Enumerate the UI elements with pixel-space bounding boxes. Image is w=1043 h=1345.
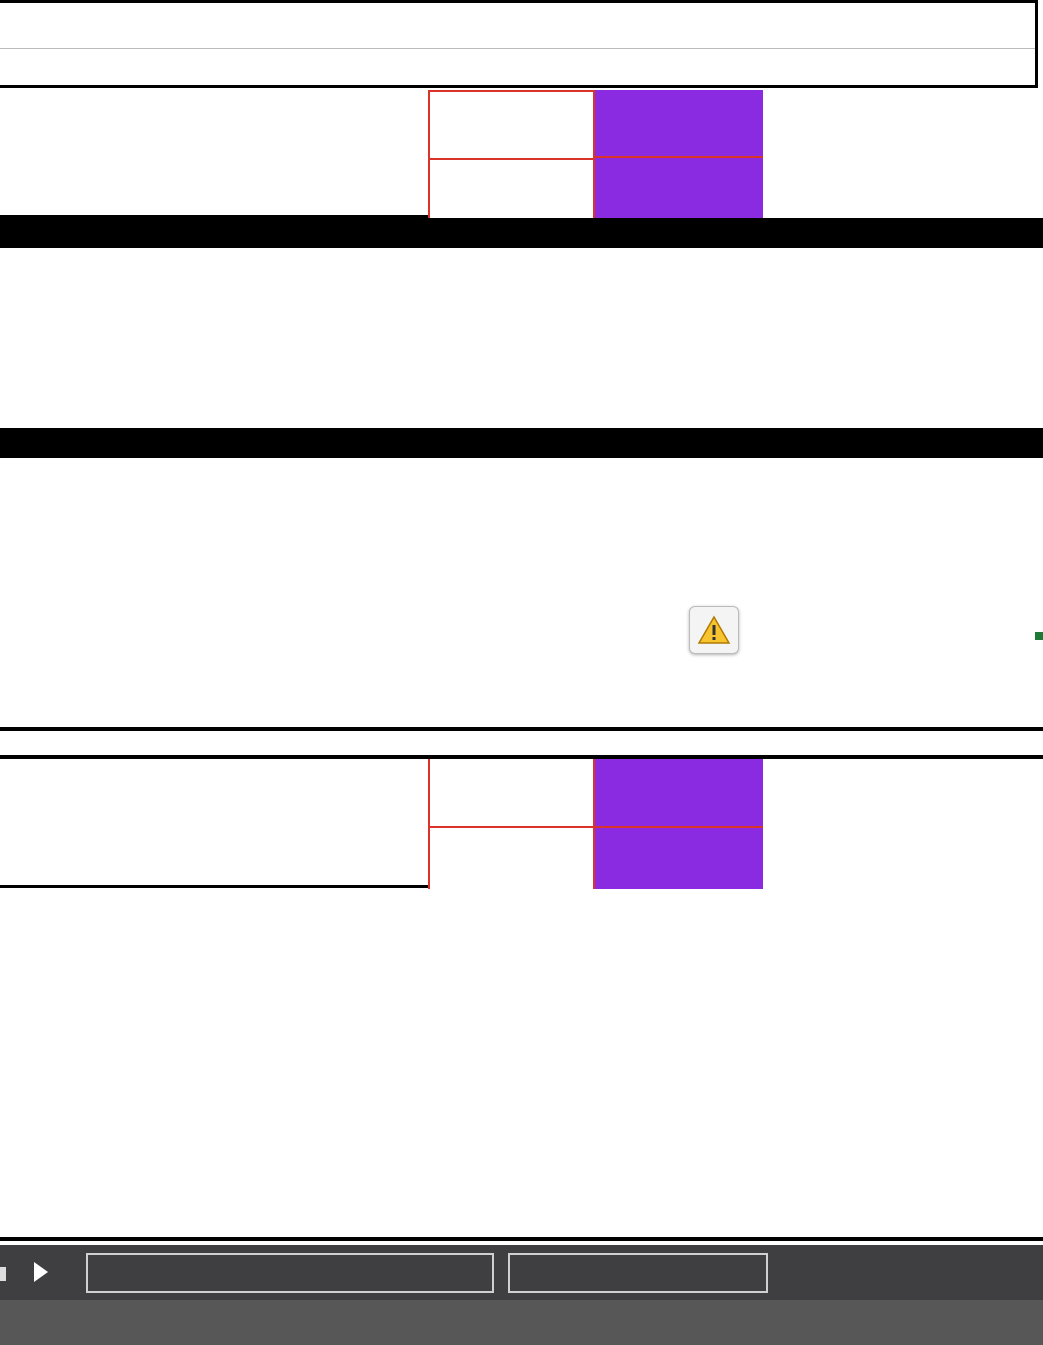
status-bar-message — [0, 1300, 1043, 1345]
tab-common-size-2021[interactable] — [781, 1253, 1043, 1293]
tab-scroll-right-icon[interactable] — [34, 1262, 48, 1282]
tab-scroll-left-icon[interactable] — [0, 1267, 6, 1281]
balance-header — [0, 88, 1043, 218]
tab-case-study-instructions[interactable] — [86, 1253, 494, 1293]
gm-header-cell — [428, 90, 595, 218]
assets-section-header — [0, 218, 1043, 248]
statement-subtitle — [0, 48, 1035, 88]
bm-income-header-cell — [595, 759, 763, 889]
bm-header-cell — [595, 90, 763, 218]
gm-income-header-cell — [428, 759, 595, 889]
income-header — [0, 759, 1043, 889]
income-analysis-header — [763, 759, 1038, 889]
fill-handle[interactable] — [1035, 632, 1043, 640]
sheet-tab-bar — [0, 1245, 1043, 1300]
liabilities-section-header — [0, 428, 1043, 458]
tab-financial-data[interactable] — [508, 1253, 768, 1293]
balance-analysis-header — [763, 90, 1038, 218]
company-title — [0, 3, 1035, 49]
warning-icon[interactable] — [689, 606, 739, 654]
title-box — [0, 0, 1038, 88]
